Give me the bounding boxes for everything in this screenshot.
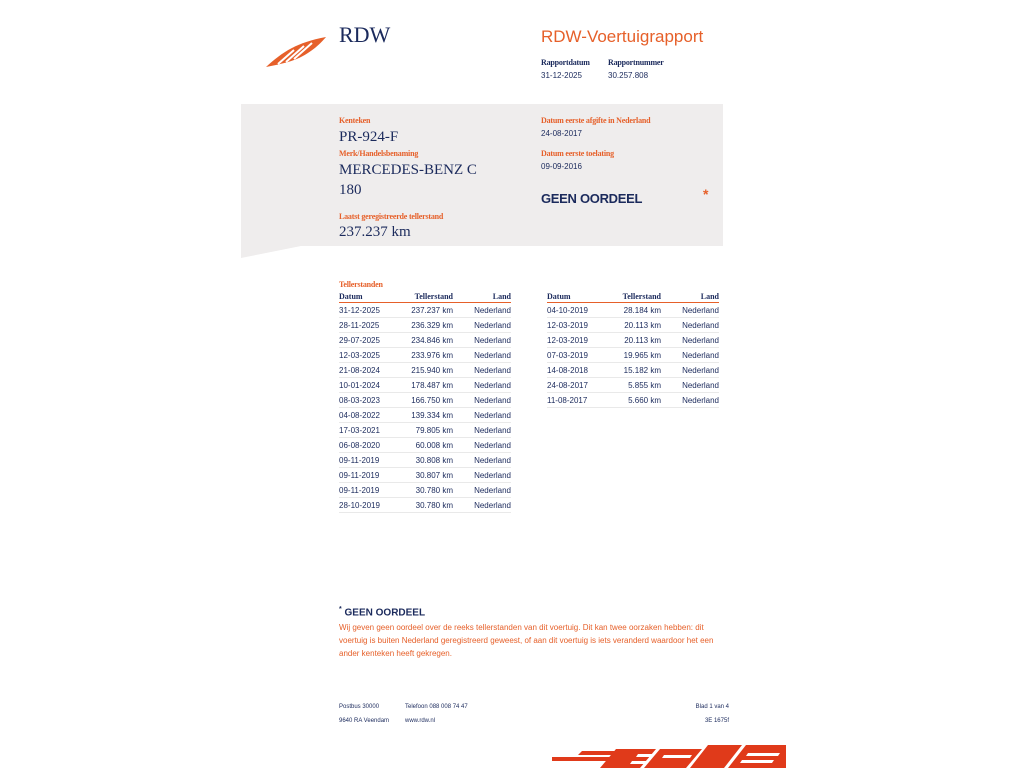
- cell-datum: 28-10-2019: [339, 498, 401, 513]
- table-row: [339, 423, 511, 438]
- cell-land: Nederland: [453, 303, 511, 318]
- col-tellerstand: Tellerstand: [401, 292, 453, 303]
- cell-land: Nederland: [453, 468, 511, 483]
- cell-tellerstand: 5.855 km: [609, 378, 661, 393]
- cell-tellerstand: 60.008 km: [401, 438, 453, 453]
- cell-land: Nederland: [661, 378, 719, 393]
- cell-land: Nederland: [453, 423, 511, 438]
- cell-land: Nederland: [661, 303, 719, 318]
- cell-datum: 10-01-2024: [339, 378, 401, 393]
- afgifte-value: 24-08-2017: [541, 129, 582, 138]
- toelating-value: 09-09-2016: [541, 162, 582, 171]
- cell-datum: 24-08-2017: [547, 378, 609, 393]
- cell-datum: 09-11-2019: [339, 453, 401, 468]
- table-row: [339, 348, 511, 363]
- cell-datum: 17-03-2021: [339, 423, 401, 438]
- cell-tellerstand: 20.113 km: [609, 318, 661, 333]
- merk-value-line2: 180: [339, 182, 362, 198]
- table-row: [339, 498, 511, 513]
- cell-tellerstand: 28.184 km: [609, 303, 661, 318]
- cell-datum: 29-07-2025: [339, 333, 401, 348]
- footer-postbus: Postbus 30000: [339, 704, 380, 710]
- cell-tellerstand: 166.750 km: [401, 393, 453, 408]
- col-datum: Datum: [547, 292, 609, 303]
- table-header-row: [547, 292, 719, 303]
- cell-datum: 09-11-2019: [339, 468, 401, 483]
- rapportnummer-value: 30.257.808: [608, 71, 649, 80]
- table-row: [339, 483, 511, 498]
- cell-land: Nederland: [453, 393, 511, 408]
- note-text: Wij geven geen oordeel over de reeks tellerstanden van dit voertuig. Dit kan twee oorzaken hebben: dit voertuig is buiten Nederland geregistreerd geweest, of aan dit voertuig is iets veranderd waardoor het een ander kenteken heeft gekregen.: [339, 623, 714, 658]
- table-row: [339, 408, 511, 423]
- cell-datum: 08-03-2023: [339, 393, 401, 408]
- kenteken-value: PR-924-F: [339, 129, 399, 145]
- footer-address: 9640 RA Veendam: [339, 718, 390, 724]
- cell-tellerstand: 20.113 km: [609, 333, 661, 348]
- teller-label: Laatst geregistreerde tellerstand: [339, 212, 444, 221]
- cell-tellerstand: 215.940 km: [401, 363, 453, 378]
- table-row: [547, 393, 719, 408]
- cell-datum: 12-03-2025: [339, 348, 401, 363]
- table-row: [547, 333, 719, 348]
- merk-value-line1: MERCEDES-BENZ C: [339, 162, 477, 178]
- toelating-label: Datum eerste toelating: [541, 149, 614, 158]
- rdw-logo-icon: [264, 34, 330, 70]
- cell-datum: 14-08-2018: [547, 363, 609, 378]
- cell-land: Nederland: [453, 453, 511, 468]
- cell-tellerstand: 139.334 km: [401, 408, 453, 423]
- cell-tellerstand: 30.808 km: [401, 453, 453, 468]
- oordeel-status: GEEN OORDEEL: [541, 191, 643, 206]
- cell-datum: 09-11-2019: [339, 483, 401, 498]
- footer-telefoon: Telefoon 088 008 74 47: [405, 704, 468, 710]
- oordeel-star: *: [703, 186, 709, 202]
- table-header-row: [339, 292, 511, 303]
- cell-land: Nederland: [661, 363, 719, 378]
- cell-land: Nederland: [661, 393, 719, 408]
- table-row: [339, 438, 511, 453]
- table-row: [339, 363, 511, 378]
- col-datum: Datum: [339, 292, 401, 303]
- afgifte-label: Datum eerste afgifte in Nederland: [541, 116, 651, 125]
- cell-land: Nederland: [661, 333, 719, 348]
- cell-tellerstand: 234.846 km: [401, 333, 453, 348]
- cell-land: Nederland: [453, 498, 511, 513]
- teller-value: 237.237 km: [339, 224, 411, 240]
- panel-tab-shape: [241, 246, 301, 258]
- cell-land: Nederland: [661, 318, 719, 333]
- decorative-stripes-icon: [552, 745, 786, 768]
- cell-land: Nederland: [453, 438, 511, 453]
- table-row: [339, 318, 511, 333]
- note-title: GEEN OORDEEL: [344, 607, 426, 619]
- table-row: [547, 318, 719, 333]
- rapportnummer-label: Rapportnummer: [608, 58, 664, 67]
- cell-land: Nederland: [661, 348, 719, 363]
- cell-datum: 06-08-2020: [339, 438, 401, 453]
- cell-tellerstand: 30.780 km: [401, 498, 453, 513]
- tellerstanden-heading: Tellerstanden: [339, 280, 383, 289]
- note-title-row: [339, 606, 425, 618]
- cell-datum: 11-08-2017: [547, 393, 609, 408]
- col-land: Land: [661, 292, 719, 303]
- cell-datum: 04-10-2019: [547, 303, 609, 318]
- cell-land: Nederland: [453, 483, 511, 498]
- cell-land: Nederland: [453, 363, 511, 378]
- brand-name: RDW: [339, 22, 391, 47]
- cell-tellerstand: 236.329 km: [401, 318, 453, 333]
- table-row: [547, 303, 719, 318]
- kenteken-label: Kenteken: [339, 116, 371, 125]
- cell-tellerstand: 178.487 km: [401, 378, 453, 393]
- cell-datum: 28-11-2025: [339, 318, 401, 333]
- cell-datum: 07-03-2019: [547, 348, 609, 363]
- cell-tellerstand: 15.182 km: [609, 363, 661, 378]
- tellerstanden-table-right: [547, 292, 719, 408]
- table-row: [339, 333, 511, 348]
- table-row: [547, 378, 719, 393]
- cell-tellerstand: 237.237 km: [401, 303, 453, 318]
- table-row: [547, 363, 719, 378]
- cell-tellerstand: 30.780 km: [401, 483, 453, 498]
- cell-tellerstand: 79.805 km: [401, 423, 453, 438]
- footer-page: Blad 1 van 4: [695, 704, 729, 710]
- cell-datum: 04-08-2022: [339, 408, 401, 423]
- rapportdatum-label: Rapportdatum: [541, 58, 590, 67]
- col-land: Land: [453, 292, 511, 303]
- footer-web: www.rdw.nl: [405, 718, 436, 724]
- cell-land: Nederland: [453, 333, 511, 348]
- table-row: [339, 378, 511, 393]
- table-row: [547, 348, 719, 363]
- footer-code: 3E 1675f: [704, 718, 729, 724]
- cell-tellerstand: 19.965 km: [609, 348, 661, 363]
- table-row: [339, 393, 511, 408]
- report-title: RDW-Voertuigrapport: [541, 27, 704, 46]
- col-tellerstand: Tellerstand: [609, 292, 661, 303]
- cell-datum: 31-12-2025: [339, 303, 401, 318]
- cell-tellerstand: 30.807 km: [401, 468, 453, 483]
- cell-land: Nederland: [453, 408, 511, 423]
- table-row: [339, 303, 511, 318]
- table-row: [339, 453, 511, 468]
- note-star: *: [339, 606, 342, 613]
- cell-land: Nederland: [453, 318, 511, 333]
- vehicle-info-panel: [241, 104, 723, 246]
- cell-land: Nederland: [453, 348, 511, 363]
- cell-datum: 12-03-2019: [547, 318, 609, 333]
- cell-tellerstand: 5.660 km: [609, 393, 661, 408]
- table-row: [339, 468, 511, 483]
- cell-datum: 21-08-2024: [339, 363, 401, 378]
- cell-tellerstand: 233.976 km: [401, 348, 453, 363]
- merk-label: Merk/Handelsbenaming: [339, 149, 419, 158]
- cell-datum: 12-03-2019: [547, 333, 609, 348]
- cell-land: Nederland: [453, 378, 511, 393]
- tellerstanden-table-left: [339, 292, 511, 513]
- rapportdatum-value: 31-12-2025: [541, 71, 582, 80]
